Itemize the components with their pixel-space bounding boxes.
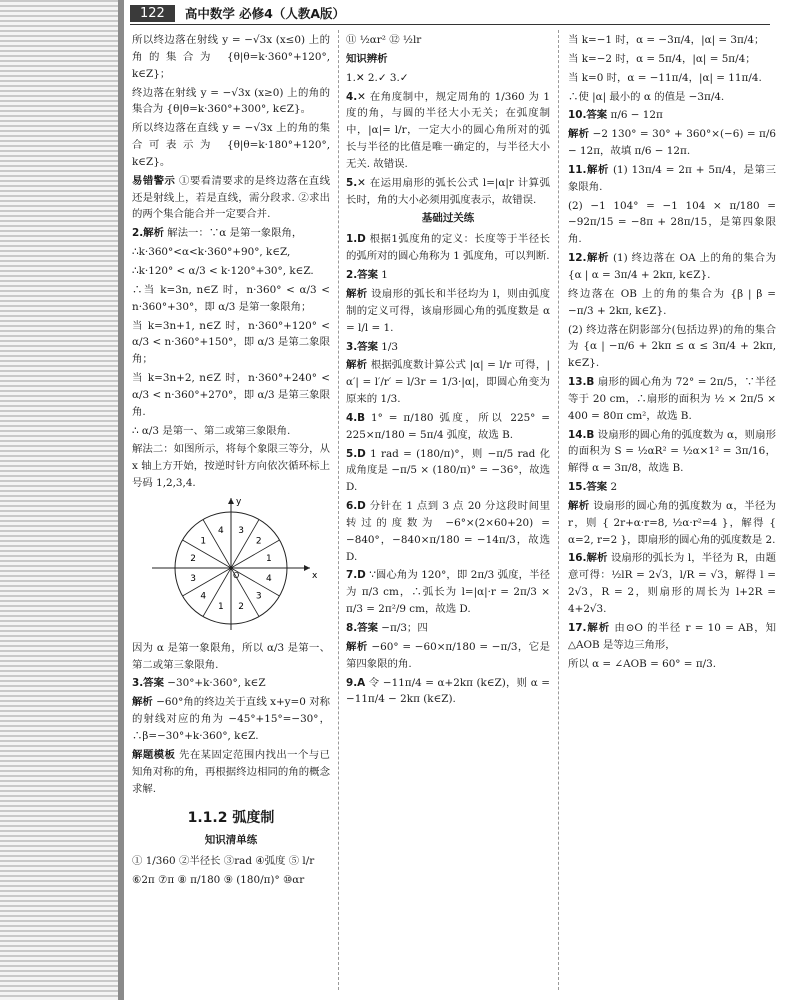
math-line: 当 k=0 时，α = −11π/4，|α| = 11π/4. (568, 71, 762, 84)
paragraph (568, 162, 776, 196)
math-line: ∴k·360°<α<k·360°+90°, k∈Z, (132, 246, 291, 259)
x-axis-label: x (312, 570, 318, 581)
text: 根据弧度数计算公式 |α| = l/r 可得，|α′| = l′/r′ = l/3r = 1/3·|α|，即圆心角变为原来的 1/3. (346, 359, 550, 406)
text: (1) 13π/4 = 2π + 5π/4，是第三象限角. (568, 163, 776, 193)
text: 1° = π/180 弧度，所以 225° = 225×π/180 = 5π/4 弧度，故选 B. (346, 411, 550, 441)
label: 解析 (346, 287, 368, 300)
paragraph (132, 173, 330, 224)
paragraph (568, 107, 776, 124)
region-label: 2 (190, 553, 197, 564)
region-label: 3 (255, 591, 262, 602)
question-label: 8.答案 (346, 622, 378, 634)
y-axis-label: y (236, 496, 242, 507)
question-label: 3.答案 (346, 340, 378, 353)
question-label: 1.D (346, 233, 366, 246)
paragraph: 终边落在射线 y = −√3x (x≥0) 上的角的集合为 {θ|θ=k·360°+300°, k∈Z}。 (132, 86, 330, 116)
question-label: 5.D (346, 447, 366, 460)
page-edge-border (118, 0, 124, 1000)
region-label: 4 (200, 591, 207, 602)
question-label: 2.解析 (132, 227, 164, 240)
question-label: 12.解析 (568, 252, 610, 265)
paragraph (568, 427, 776, 478)
math-line: ∴当 k=3n, n∈Z 时，n·360° < α/3 < n·360°+30°，即 α/3 是第一象限角； (132, 283, 330, 313)
region-label: 4 (217, 526, 224, 537)
column-right (568, 32, 776, 674)
diagram-group (152, 497, 318, 630)
subsection-title: 知识辨析 (346, 52, 388, 65)
text: −60° = −60×π/180 = −π/3，它是第四象限的角. (346, 640, 550, 670)
math-line: 所以 α = ∠AOB = 60° = π/3. (568, 657, 717, 670)
question-label: 4.✕ (346, 90, 366, 103)
label: 解题模板 (132, 748, 176, 761)
answer: 1/3 (381, 340, 399, 353)
paragraph (568, 126, 776, 160)
section-subtitle: 知识清单练 (204, 834, 258, 847)
math-line: ∴使 |α| 最小的 α 的值是 −3π/4. (568, 90, 725, 103)
region-label: 3 (238, 526, 245, 537)
region-label: 1 (265, 553, 272, 564)
page-edge-stripes (0, 0, 118, 1000)
region-label: 3 (190, 574, 197, 585)
math-line: (2) 终边落在阴影部分(包括边界)的角的集合为 {α | −π/6 + 2kπ ≤ α ≤ 3π/4 + 2kπ, k∈Z}. (568, 323, 776, 370)
paragraph (346, 231, 550, 265)
text: 令 −11π/4 = α+2kπ (k∈Z)，则 α = −11π/4 − 2kπ (k∈Z). (346, 676, 550, 706)
text: 在角度制中，规定周角的 1/360 为 1 度的角，与圆的半径大小无关；在弧度制中，|α|= l/r，一定大小的圆心角所对的弧长与半径的比值是唯一确定的，与半径大小无关. 故错误. (346, 90, 550, 170)
subsection-title: 基础过关练 (421, 212, 475, 225)
label: 解析 (346, 359, 368, 372)
region-label: 1 (217, 601, 224, 612)
answer-list: ⑥2π ⑦π ⑧ π/180 ⑨ (180/π)° ⑩αr (132, 873, 305, 886)
text: 由⊙O 的半径 r = 10 = AB，知△AOB 是等边三角形， (568, 621, 776, 651)
region-label: 2 (255, 536, 262, 547)
label: 解析 (132, 696, 153, 709)
answer: π/6 − 12π (610, 109, 663, 122)
paragraph (346, 498, 550, 565)
question-label: 11.解析 (568, 163, 610, 176)
answer-line: 1.✕ 2.✓ 3.✓ (346, 71, 409, 84)
math-line: 当 k=−2 时，α = 5π/4，|α| = 5π/4； (568, 52, 756, 65)
page-header (130, 2, 770, 24)
paragraph (568, 374, 776, 425)
question-label: 10.答案 (568, 109, 608, 122)
text: 扇形的圆心角为 72° = 2π/5，∵半径等于 20 cm，∴扇形的面积为 ½ × 2π/5 × 400 = 80π cm²，故选 B. (568, 376, 776, 422)
origin-label: O (233, 570, 240, 580)
paragraph (346, 675, 550, 709)
text: (1) 终边落在 OA 上的角的集合为 {α | α = 3π/4 + 2kπ, k∈Z}. (568, 252, 776, 281)
paragraph (568, 620, 776, 654)
answer: 2 (610, 481, 618, 494)
paragraph (568, 479, 776, 496)
question-label: 4.B (346, 411, 366, 424)
paragraph (132, 694, 330, 745)
answer: −π/3；四 (381, 622, 428, 634)
text: ①要看清要求的是终边落在直线还是射线上，若是直线，需分段求. ②求出的两个集合能合并一定要合并. (132, 174, 330, 221)
text: 设扇形的弧长和半径均为 l，则由弧度制的定义可得，该扇形圆心角的弧度数是 α = l/l = 1. (346, 287, 550, 334)
column-divider (338, 30, 339, 990)
paragraph (346, 567, 550, 618)
header-rule (130, 24, 770, 25)
math-line: ∴k·120° < α/3 < k·120°+30°, k∈Z. (132, 264, 314, 277)
section-title: 1.1.2 弧度制 (187, 810, 275, 827)
column-middle (346, 32, 550, 710)
region-label: 4 (265, 574, 272, 585)
text: 设扇形的圆心角的弧度数为 α，半径为 r，则 { 2r+α·r=8, ½α·r²=4 }，解得 { α=2, r=2 }，即扇形的圆心角的弧度数是 2. (568, 499, 776, 546)
answer: 1 (381, 269, 388, 282)
text: ∵圆心角为 120°，即 2π/3 弧度，半径为 π/3 cm，∴弧长为 l=|α|·r = 2π/3 × π/3 = 2π²/9 cm，故选 D. (346, 569, 550, 616)
question-label: 13.B (568, 376, 595, 389)
region-label: 1 (200, 536, 207, 547)
paragraph (568, 498, 776, 549)
paragraph (132, 225, 330, 242)
label: 解析 (346, 640, 368, 653)
page-number: 122 (130, 5, 175, 22)
paragraph: 所以终边落在直线 y = −√3x 上的角的集合可表示为 {θ|θ=k·180°+120°, k∈Z}。 (132, 122, 330, 168)
question-label: 14.B (568, 428, 595, 441)
paragraph (346, 410, 550, 444)
paragraph (346, 175, 550, 209)
text: 设扇形的弧长为 l，半径为 R，由题意可得：½lR = 2√3，l/R = √3，解得 l = 2√3，R = 2，则扇形的周长为 l+2R = 4+2√3. (568, 552, 776, 615)
division-ray (231, 568, 259, 616)
answer: −30°+k·360°, k∈Z (167, 677, 266, 690)
region-label: 2 (238, 601, 245, 612)
answer-list: ① 1/360 ②半径长 ③rad ④弧度 ⑤ l/r (132, 855, 315, 868)
text: −2 130° = 30° + 360°×(−6) = π/6 − 12π，故填 π/6 − 12π. (568, 128, 776, 158)
question-label: 15.答案 (568, 481, 608, 494)
label: 易错警示 (132, 174, 176, 187)
question-label: 7.D (346, 569, 366, 582)
math-line: 终边落在 OB 上的角的集合为 {β | β = −π/3 + 2kπ, k∈Z}. (568, 287, 776, 317)
paragraph (568, 550, 776, 617)
question-label: 6.D (346, 500, 366, 513)
question-label: 17.解析 (568, 621, 611, 634)
paragraph (346, 620, 550, 637)
paragraph (346, 639, 550, 673)
math-line: (2) −1 104° = −1 104 × π/180 = −92π/15 = −8π + 28π/15，是第四象限角. (568, 199, 776, 246)
label: 解析 (568, 128, 590, 141)
book-title: 高中数学 必修4（人教A版） (184, 6, 346, 21)
paragraph (568, 250, 776, 284)
paragraph (346, 286, 550, 337)
paragraph (346, 267, 550, 284)
math-line: 当 k=3n+2, n∈Z 时，n·360°+240° < α/3 < n·360°+270°，即 α/3 是第三象限角. (132, 372, 330, 418)
paragraph: 所以终边落在射线 y = −√3x (x≤0) 上的角的集合为 {θ|θ=k·360°+120°, k∈Z}； (132, 34, 330, 80)
text: 根据1弧度角的定义：长度等于半径长的弧所对的圆心角称为 1 弧度角，可以判断. (346, 233, 550, 263)
paragraph (346, 357, 550, 408)
text: 解法一：∵α 是第一象限角， (167, 227, 303, 240)
question-label: 9.A (346, 676, 366, 689)
text: −60°角的终边关于直线 x+y=0 对称的射线对应的角为 −45°+15°=−30°，∴β=−30°+k·360°, k∈Z. (132, 696, 331, 742)
question-label: 2.答案 (346, 269, 378, 282)
question-label: 5.✕ (346, 176, 366, 189)
text: 1 rad = (180/π)°，则 −π/5 rad 化成角度是 −π/5 × (180/π)° = −36°，故选 D. (346, 447, 550, 494)
column-divider (558, 30, 559, 990)
text: 先在某固定范围内找出一个与已知角对称的角，再根据终边相同的角的概念求解. (132, 748, 330, 795)
column-left (132, 32, 330, 891)
math-line: 当 k=−1 时，α = −3π/4，|α| = 3π/4； (568, 34, 765, 46)
answer-list: ⑪ ½αr² ⑫ ½lr (346, 34, 422, 46)
math-line: ∴ α/3 是第一、第二或第三象限角. (132, 424, 291, 437)
division-ray (231, 519, 259, 567)
x-axis-arrow (304, 565, 310, 571)
label: 解析 (568, 499, 590, 512)
text: 设扇形的圆心角的弧度数为 α，则扇形的面积为 S = ½αR² = ½α×1² = 3π/16，解得 α = 3π/8，故选 B. (568, 428, 776, 475)
y-axis-arrow (228, 498, 234, 504)
paragraph: 解法二：如图所示，将每个象限三等分，从 x 轴上方开始，按逆时针方向依次循环标上号码 1,2,3,4. (132, 443, 330, 490)
math-line: 当 k=3n+1, n∈Z 时，n·360°+120° < α/3 < n·360°+150°，即 α/3 是第二象限角； (132, 319, 330, 366)
paragraph (132, 675, 330, 692)
paragraph: 因为 α 是第一象限角，所以 α/3 是第一、第二或第三象限角. (132, 641, 330, 671)
quadrant-diagram (132, 494, 330, 634)
paragraph (132, 747, 330, 798)
paragraph (346, 446, 550, 497)
question-label: 16.解析 (568, 552, 608, 565)
question-label: 3.答案 (132, 677, 164, 690)
text: 分针在 1 点到 3 点 20 分这段时间里转过的度数为 −6°×(2×60+20) = −840°，−840×π/180 = −14π/3，故选 D. (346, 500, 550, 563)
paragraph (346, 89, 550, 173)
paragraph (346, 339, 550, 356)
text: 在运用扇形的弧长公式 l=|α|r 计算弧长时，角的大小必须用弧度表示，故错误. (346, 176, 550, 206)
